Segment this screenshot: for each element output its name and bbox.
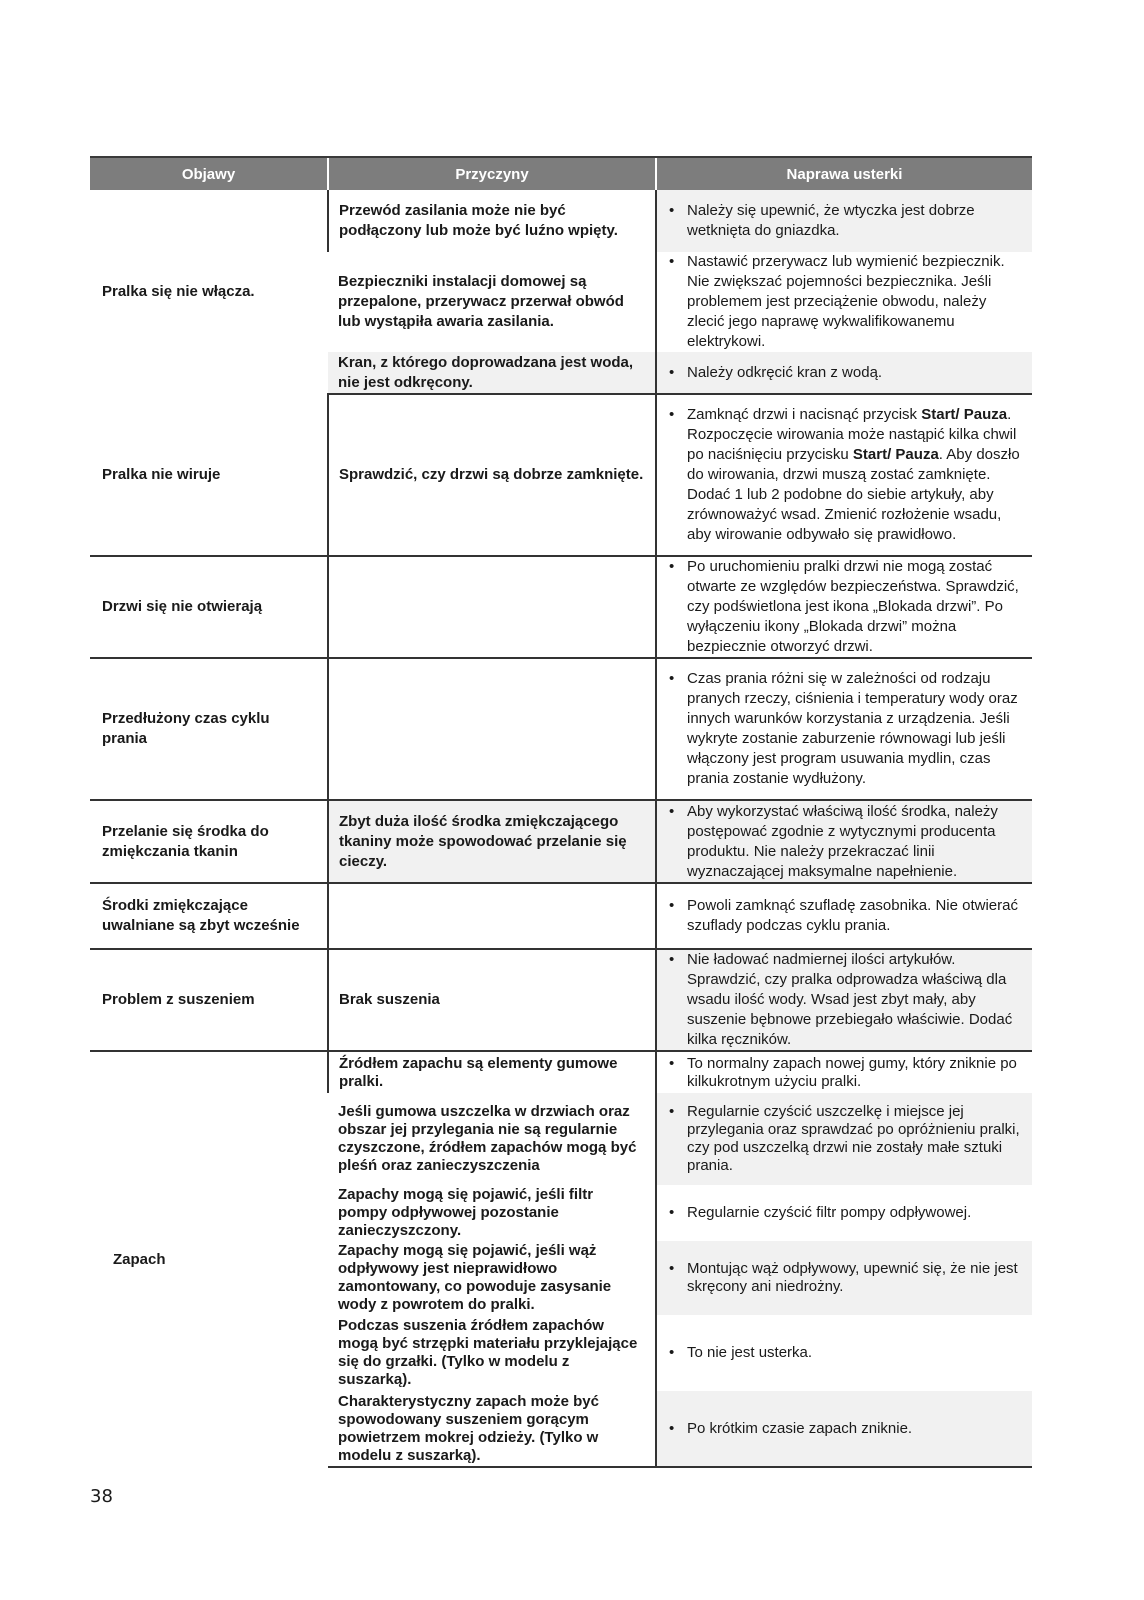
symptom-cell: Problem z suszeniem <box>90 949 328 1051</box>
cause-cell: Zapachy mogą się pojawić, jeśli filtr pompy odpływowej pozostanie zanieczyszczony. <box>338 1186 594 1239</box>
table-header-row <box>90 157 1032 190</box>
cause-cell <box>328 556 656 658</box>
cause-cell: Podczas suszenia źródłem zapachów mogą być strzępki materiału przyklejające się do grzałki. (Tylko w modelu z suszarką). <box>338 1317 638 1388</box>
troubleshooting-table <box>90 156 1032 1468</box>
page-number: 38 <box>90 1486 113 1507</box>
start-pause-label: Start/ Pauza <box>921 406 1008 423</box>
cause-cell: Sprawdzić, czy drzwi są dobrze zamknięte. <box>328 394 656 556</box>
table-row <box>90 190 1032 252</box>
header-symptoms: Objawy <box>90 157 328 190</box>
cause-cell: Charakterystyczny zapach może być spowodowany suszeniem gorącym powietrzem mokrej odzieży. (Tylko w modelu z suszarką). <box>328 1391 656 1467</box>
start-pause-label: Start/ Pauza <box>852 446 939 463</box>
table-row <box>90 556 1032 658</box>
symptom-cell: Zapach <box>113 1250 166 1268</box>
fix-cell: • Nie ładować nadmiernej ilości artykułów. Sprawdzić, czy pralka odprowadza właściwą dla wsadu ilość wody. Wsad jest zbyt mały, aby suszenie bębnowe przebiegało właściwie. Dodać kilka ręczników. <box>656 949 1032 1051</box>
cause-cell: Kran, z którego doprowadzana jest woda, nie jest odkręcony. <box>328 352 656 394</box>
fix-cell: • Czas prania różni się w zależności od rodzaju pranych rzeczy, ciśnienia i temperatury wody oraz innych warunków korzystania z urządzenia. Jeśli wykryte zostanie zaburzenie równowagi lub jeśli włączony jest program usuwania mydlin, czas prania zostanie wydłużony. <box>656 658 1032 800</box>
fix-cell: • Regularnie czyścić uszczelkę i miejsce jej przylegania oraz sprawdzać po opróżnieniu pralki, czy pod uszczelką drzwi nie zostały małe sztuki prania. <box>656 1093 1032 1185</box>
table-row <box>90 658 1032 800</box>
table-row <box>90 949 1032 1051</box>
fix-cell: • Należy się upewnić, że wtyczka jest dobrze wetknięta do gniazdka. <box>656 190 1032 252</box>
fix-cell: • Po krótkim czasie zapach zniknie. <box>656 1391 1032 1467</box>
fix-text: . Aby doszło do wirowania, drzwi muszą zostać zamknięte. Dodać 1 lub 2 podobne do siebie artykuły, aby zrównoważyć wsad. Zmienić rozłożenie wsadu, aby wirowanie odbywało się prawidłowo. <box>687 446 1020 543</box>
fix-text: . Rozpoczęcie wirowania może nastąpić kilka chwil po naciśnięciu przycisku <box>687 406 1017 463</box>
cause-cell: Brak suszenia <box>328 949 656 1051</box>
symptom-cell: Drzwi się nie otwierają <box>90 556 328 658</box>
cause-cell: Bezpieczniki instalacji domowej są przepalone, przerywacz przerwał obwód lub wystąpiła awaria zasilania. <box>338 273 624 330</box>
cause-cell: Zapachy mogą się pojawić, jeśli wąż odpływowy jest nieprawidłowo zamontowany, co powoduje zasysanie wody z powrotem do pralki. <box>338 1242 612 1313</box>
symptom-cell: Przelanie się środka do zmiękczania tkanin <box>90 800 328 883</box>
cause-cell <box>328 883 656 949</box>
fix-cell: • Po uruchomieniu pralki drzwi nie mogą zostać otwarte ze względów bezpieczeństwa. Sprawdzić, czy podświetlona jest ikona „Blokada drzwi”. Po wyłączeniu ikony „Blokada drzwi” można bezpiecznie otworzyć drzwi. <box>656 556 1032 658</box>
cause-cell: Źródłem zapachu są elementy gumowe pralki. <box>328 1051 656 1093</box>
fix-cell: • To normalny zapach nowej gumy, który zniknie po kilkukrotnym użyciu pralki. <box>656 1051 1032 1093</box>
header-fix: Naprawa usterki <box>656 157 1032 190</box>
header-causes: Przyczyny <box>328 157 656 190</box>
fix-cell: • Montując wąż odpływowy, upewnić się, że nie jest skręcony ani niedrożny. <box>656 1241 1032 1315</box>
table-row <box>90 800 1032 883</box>
cause-cell: Przewód zasilania może nie być podłączony lub może być luźno wpięty. <box>328 190 656 252</box>
symptom-cell: Środki zmiękczające uwalniane są zbyt wcześnie <box>90 883 328 949</box>
table-row <box>90 883 1032 949</box>
cause-cell: Jeśli gumowa uszczelka w drzwiach oraz obszar jej przylegania nie są regularnie czyszczone, źródłem zapachów mogą być pleśń oraz zanieczyszczenia <box>338 1103 637 1174</box>
fix-cell: • Należy odkręcić kran z wodą. <box>656 352 1032 394</box>
symptom-cell: Pralka się nie włącza. <box>102 283 255 300</box>
fix-cell: • Nastawić przerywacz lub wymienić bezpiecznik. Nie zwiększać pojemności bezpiecznika. Jeśli problemem jest przeciążenie obwodu, należy zlecić jego naprawę wykwalifikowanemu elektrykowi. <box>656 252 1032 352</box>
fix-cell: • Aby wykorzystać właściwą ilość środka, należy postępować zgodnie z wytycznymi producenta produktu. Nie należy przekraczać linii wyznaczającej maksymalne napełnienie. <box>656 800 1032 883</box>
table-row <box>90 394 1032 556</box>
cause-cell: Zbyt duża ilość środka zmiękczającego tkaniny może spowodować przelanie się cieczy. <box>328 800 656 883</box>
fix-cell: • To nie jest usterka. <box>656 1315 1032 1391</box>
fix-cell: • Regularnie czyścić filtr pompy odpływowej. <box>656 1185 1032 1241</box>
fix-cell: • Powoli zamknąć szufladę zasobnika. Nie otwierać szuflady podczas cyklu prania. <box>656 883 1032 949</box>
table-row <box>90 1051 1032 1093</box>
fix-text: Zamknąć drzwi i nacisnąć przycisk <box>687 406 922 423</box>
symptom-cell: Pralka nie wiruje <box>90 394 328 556</box>
fix-cell <box>656 394 1032 556</box>
symptom-cell: Przedłużony czas cyklu prania <box>90 658 328 800</box>
cause-cell <box>328 658 656 800</box>
